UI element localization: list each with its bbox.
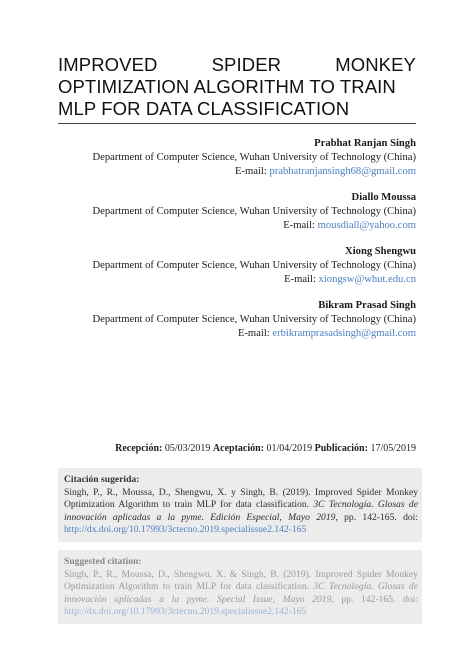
author-affiliation: Department of Computer Science, Wuhan University of Technology (China) (92, 314, 416, 325)
author-name: Diallo Moussa (351, 192, 416, 203)
publication-dates (36, 443, 416, 454)
paper-title (58, 54, 416, 120)
title-line-3: MLP FOR DATA CLASSIFICATION (58, 98, 350, 119)
title-word: MONKEY (335, 54, 416, 75)
author-name: Xiong Shengwu (345, 246, 416, 257)
email-label: E-mail: (235, 166, 267, 177)
published-label: Publicación: (314, 443, 368, 454)
author-affiliation: Department of Computer Science, Wuhan University of Technology (China) (92, 206, 416, 217)
author-block (36, 245, 416, 287)
citation-heading: Suggested citation: (64, 556, 142, 567)
citation-doi-link[interactable]: http://dx.doi.org/10.17993/3ctecno.2019.specialissue2.142-165 (64, 524, 307, 535)
title-divider (58, 123, 416, 124)
accepted-label: Aceptación: (212, 443, 265, 454)
email-label: E-mail: (283, 220, 316, 231)
title-word: SPIDER (211, 54, 282, 75)
author-email-line (36, 165, 416, 179)
author-block (36, 137, 416, 179)
author-affiliation: Department of Computer Science, Wuhan University of Technology (China) (92, 260, 416, 271)
citation-box-english (58, 550, 422, 624)
citation-text: Singh, P., R., Moussa, D., Shengwu, X. & Singh, B. (2019). Improved Spider Monkey Optimization Algorithm to train MLP for data classification. (64, 568, 418, 592)
author-email-line (36, 219, 416, 233)
citation-journal: 3C Tecnología. Glosas de innovación aplicadas a la pyme. Special Issue, Mayo 2019 (64, 581, 418, 605)
author-block (36, 191, 416, 233)
author-name: Bikram Prasad Singh (318, 300, 416, 311)
email-label: E-mail: (284, 274, 316, 285)
citation-pages: , pp. 142-165. doi: (331, 593, 418, 605)
citation-journal: 3C Tecnología. Glosas de innovación aplicadas a la pyme. Edición Especial, Mayo 2019 (64, 499, 418, 523)
author-email-line (36, 273, 416, 287)
author-affiliation: Department of Computer Science, Wuhan University of Technology (China) (92, 152, 416, 163)
citation-box-spanish (58, 468, 422, 542)
citation-heading: Citación sugerida: (64, 474, 140, 485)
citation-pages: , pp. 142-165. doi: (335, 511, 419, 523)
received-date: 05/03/2019 (164, 443, 211, 454)
author-list (36, 137, 416, 353)
author-name: Prabhat Ranjan Singh (314, 138, 416, 149)
author-email-link[interactable]: prabhatranjansingh68@gmail.com (269, 166, 416, 177)
author-email-link[interactable]: xiongsw@whut.edu.cn (318, 274, 416, 285)
author-email-link[interactable]: mousdiall@yahoo.com (317, 220, 416, 231)
author-block (36, 299, 416, 341)
citation-text: Singh, P., R., Moussa, D., Shengwu, X. y Singh, B. (2019). Improved Spider Monkey Optimization Algorithm to train MLP for data classification. (64, 486, 418, 510)
email-label: E-mail: (237, 328, 270, 339)
published-date: 17/05/2019 (370, 443, 416, 454)
received-label: Recepción: (115, 443, 163, 454)
author-email-link[interactable]: erbikramprasadsingh@gmail.com (272, 328, 416, 339)
title-line-2: OPTIMIZATION ALGORITHM TO TRAIN (58, 76, 396, 97)
title-word: IMPROVED (58, 54, 158, 75)
author-email-line (36, 327, 416, 341)
title-line-1 (58, 54, 416, 76)
accepted-date: 01/04/2019 (266, 443, 313, 454)
citation-doi-link[interactable]: http://dx.doi.org/10.17993/3ctecno.2019.specialissue2.142-165 (64, 606, 307, 617)
